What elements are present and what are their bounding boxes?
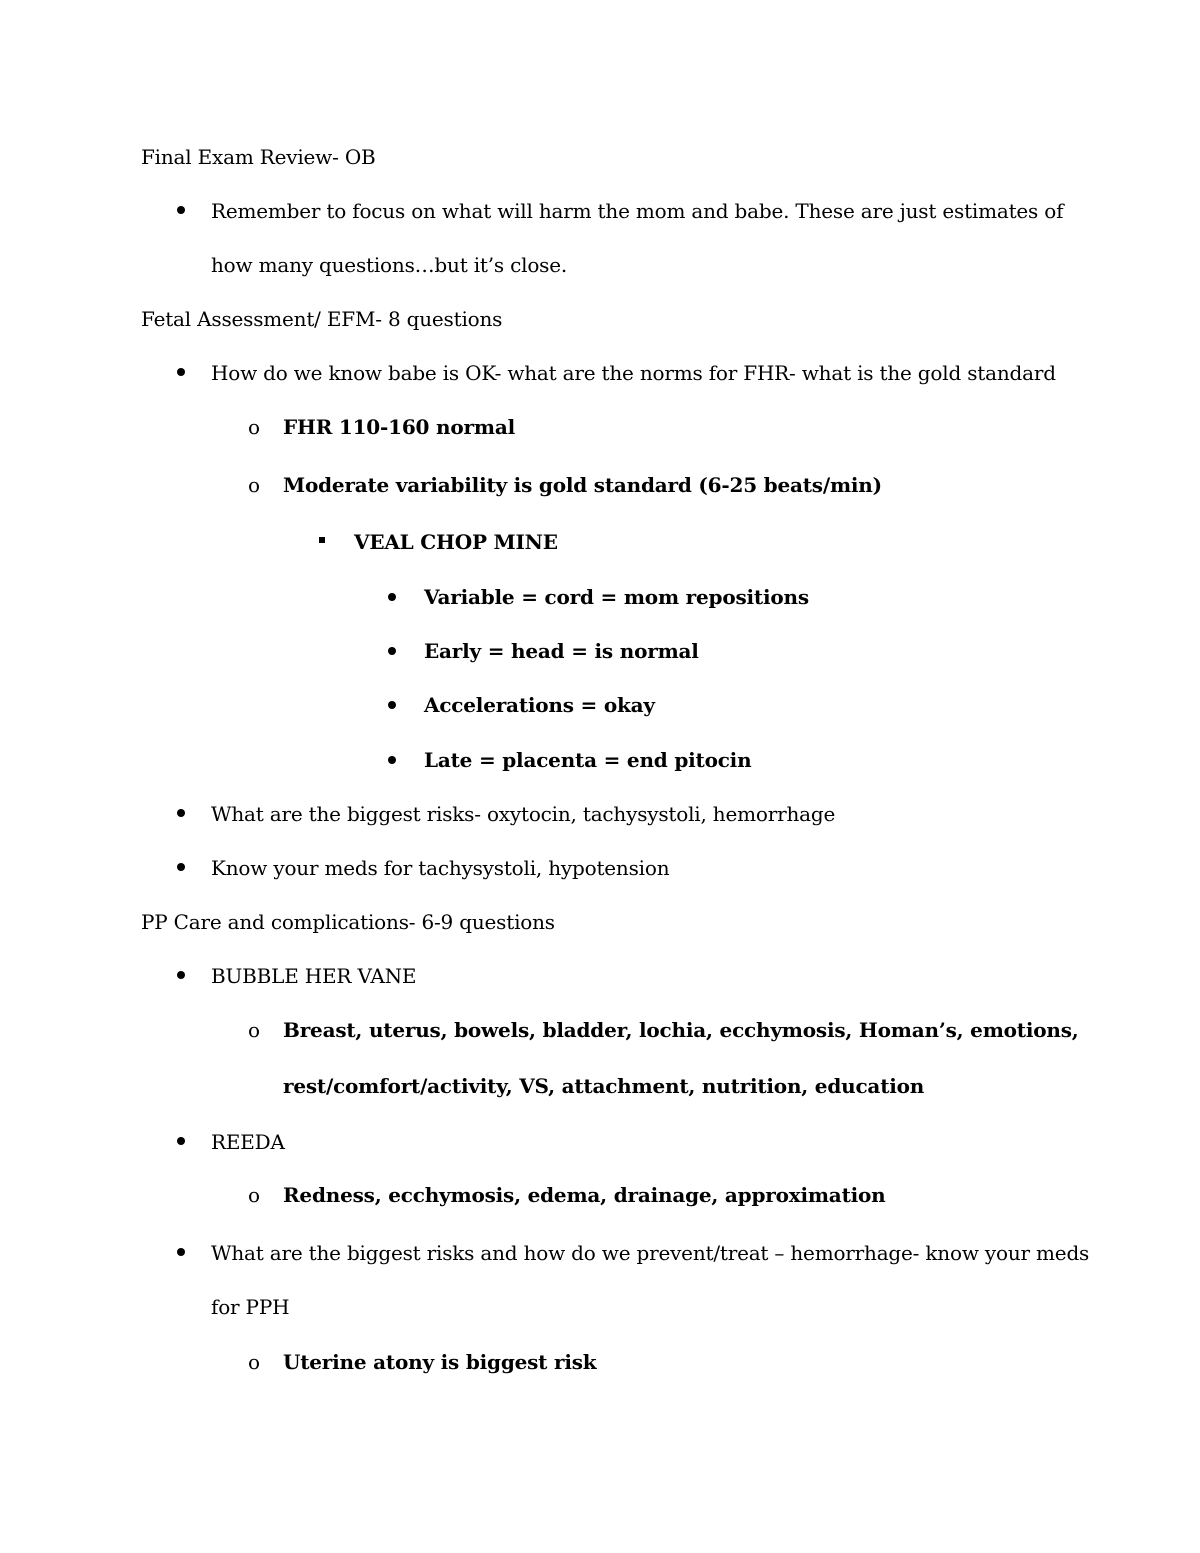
bullet-icon [177, 1137, 185, 1145]
list-item: Moderate variability is gold standard (6-25 beats/min) [283, 473, 882, 497]
bullet-icon [177, 1248, 185, 1256]
list-item: BUBBLE HER VANE [211, 964, 417, 988]
list-item: Redness, ecchymosis, edema, drainage, approximation [283, 1183, 886, 1207]
bullet-icon [177, 206, 185, 214]
square-bullet-icon [319, 537, 325, 543]
circle-bullet-icon: o [248, 1018, 261, 1042]
bullet-icon [177, 809, 185, 817]
list-item-continued: rest/comfort/activity, VS, attachment, nutrition, education [283, 1074, 925, 1098]
intro-line-2: how many questions…but it’s close. [211, 253, 568, 277]
list-item: Know your meds for tachysystoli, hypotension [211, 856, 670, 880]
bullet-icon [388, 701, 396, 709]
bullet-icon [177, 368, 185, 376]
bullet-icon [388, 756, 396, 764]
bullet-icon [177, 863, 185, 871]
list-item: What are the biggest risks- oxytocin, tachysystoli, hemorrhage [211, 802, 836, 826]
list-item: Accelerations = okay [424, 693, 655, 717]
list-item: Variable = cord = mom repositions [424, 585, 809, 609]
bullet-icon [388, 647, 396, 655]
circle-bullet-icon: o [248, 473, 261, 497]
section-heading-pp: PP Care and complications- 6-9 questions [141, 910, 555, 934]
list-item: Uterine atony is biggest risk [283, 1350, 597, 1374]
list-item: VEAL CHOP MINE [354, 530, 558, 554]
list-item: FHR 110-160 normal [283, 415, 515, 439]
circle-bullet-icon: o [248, 415, 261, 439]
bullet-icon [388, 593, 396, 601]
page-title: Final Exam Review- OB [141, 145, 376, 169]
list-item: Late = placenta = end pitocin [424, 748, 752, 772]
list-item: What are the biggest risks and how do we prevent/treat – hemorrhage- know your meds [211, 1241, 1090, 1265]
list-item: Early = head = is normal [424, 639, 699, 663]
bullet-icon [177, 971, 185, 979]
intro-line-1: Remember to focus on what will harm the mom and babe. These are just estimates of [211, 199, 1064, 223]
circle-bullet-icon: o [248, 1183, 261, 1207]
list-item: REEDA [211, 1130, 285, 1154]
list-item-continued: for PPH [211, 1295, 290, 1319]
circle-bullet-icon: o [248, 1350, 261, 1374]
section-heading-fetal: Fetal Assessment/ EFM- 8 questions [141, 307, 503, 331]
list-item: Breast, uterus, bowels, bladder, lochia, ecchymosis, Homan’s, emotions, [283, 1018, 1079, 1042]
list-item: How do we know babe is OK- what are the norms for FHR- what is the gold standard [211, 361, 1056, 385]
